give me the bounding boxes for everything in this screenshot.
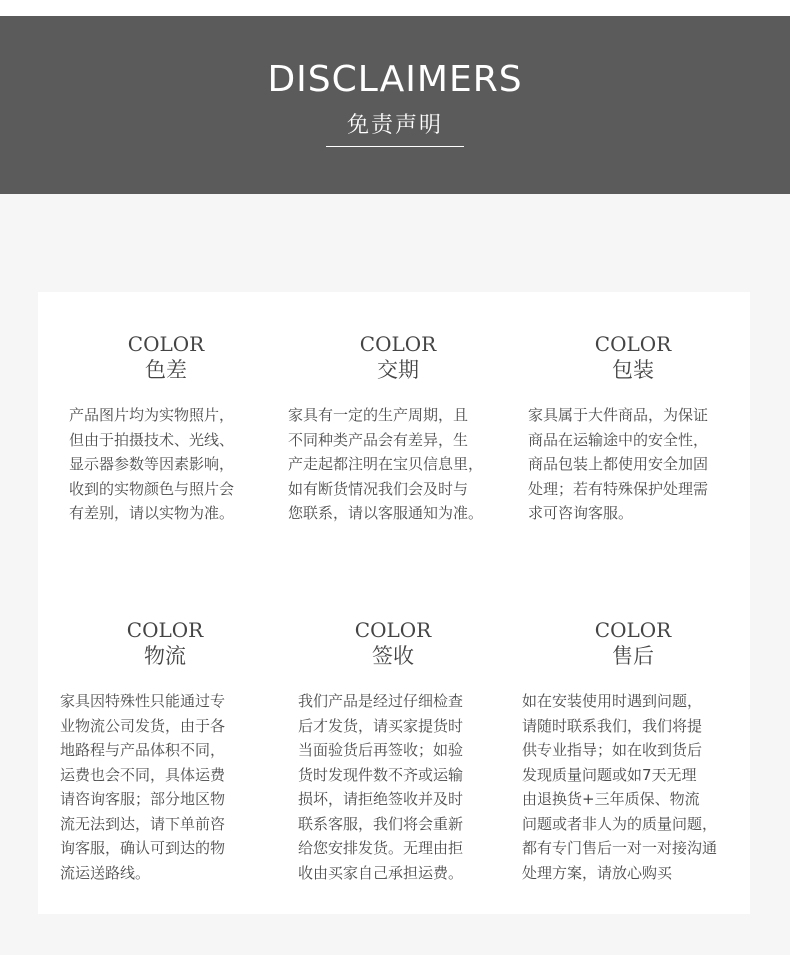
item-body: 家具因特殊性只能通过专 业物流公司发货，由于各 地路程与产品体积不同， 运费也会不同，具体运费 请咨询客服；部分地区物 流无法到达，请下单前咨 询客服，确认可到达的物 流运送路线。	[60, 692, 226, 882]
item-signing	[288, 618, 498, 885]
item-body: 我们产品是经过仔细检查 后才发货，请买家提货时 当面验货后再签收；如验 货时发现件数不齐或运输 损坏，请拒绝签收并及时 联系客服，我们将会重新 给您安排发货。无理由拒 收由买家自己承担运费。	[298, 692, 464, 882]
item-title: 物流	[144, 644, 186, 668]
header-title: DISCLAIMERS	[267, 59, 523, 100]
item-title: 包装	[612, 358, 654, 382]
item-color-difference	[61, 332, 271, 526]
item-title: 色差	[145, 358, 187, 382]
item-en-label: COLOR	[127, 332, 205, 356]
item-title: 签收	[372, 644, 414, 668]
item-packaging	[528, 332, 738, 526]
item-en-label: COLOR	[354, 618, 432, 642]
item-body: 家具有一定的生产周期，且 不同种类产品会有差异，生 产走起都注明在宝贝信息里， 如有断货情况我们会及时与 您联系，请以客服通知为准。	[288, 406, 484, 522]
item-en-label: COLOR	[594, 332, 672, 356]
item-body: 产品图片均为实物照片， 但由于拍摄技术、光线、 显示器参数等因素影响， 收到的实物颜色与照片会 有差别，请以实物为准。	[69, 406, 235, 522]
item-after-sales	[522, 618, 744, 885]
item-title: 售后	[612, 644, 654, 668]
item-title: 交期	[377, 358, 419, 382]
top-strip	[0, 0, 790, 16]
item-body: 如在安装使用时遇到问题， 请随时联系我们，我们将提 供专业指导；如在收到货后 发现质量问题或如7天无理 由退换货+三年质保、物流 问题或者非人为的质量问题， 都有专门售后一对一对接沟通 处理方案，请放心购买	[522, 692, 718, 882]
item-en-label: COLOR	[126, 618, 204, 642]
item-en-label: COLOR	[594, 618, 672, 642]
item-en-label: COLOR	[359, 332, 437, 356]
disclaimer-header	[0, 16, 790, 194]
header-subtitle: 免责声明	[346, 113, 443, 138]
item-delivery-time	[288, 332, 508, 526]
disclaimer-panel	[38, 292, 750, 914]
header-underline	[326, 146, 464, 147]
item-logistics	[60, 618, 270, 885]
item-body: 家具属于大件商品，为保证 商品在运输途中的安全性， 商品包装上都使用安全加固 处理；若有特殊保护处理需 求可咨询客服。	[528, 406, 709, 522]
